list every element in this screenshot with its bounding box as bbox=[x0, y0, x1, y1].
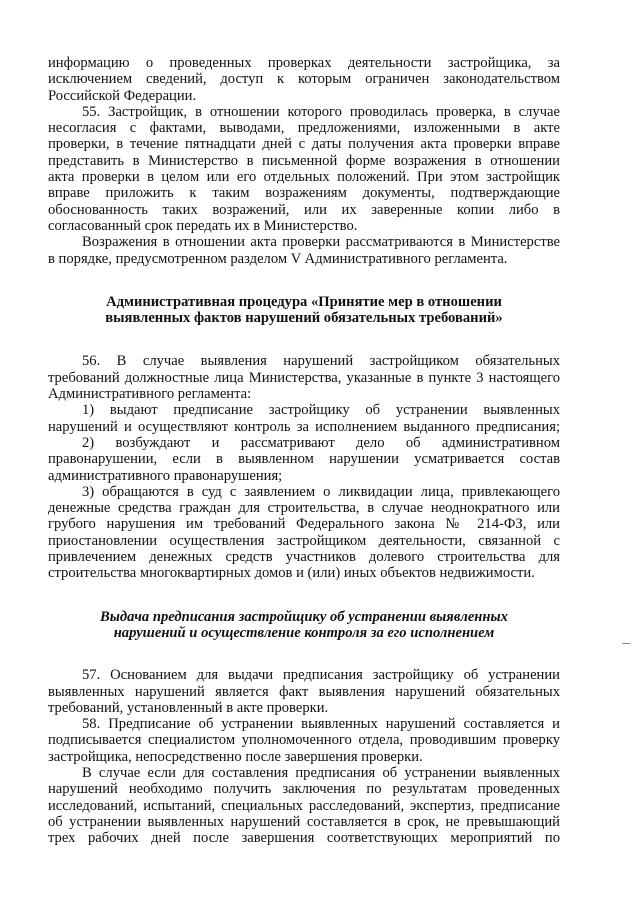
paragraph bbox=[48, 667, 560, 716]
text-line: 3) обращаются в суд с заявлением о ликвидации лица, привлекающего bbox=[82, 483, 560, 500]
text-line: Административного регламента: bbox=[48, 386, 252, 403]
text-line: застройщика, непосредственно после завершения проверки. bbox=[48, 748, 423, 765]
text-line: несогласия с фактами, выводами, предложениями, изложенными в акте bbox=[48, 120, 560, 137]
text-line: вправе приложить к таким возражениям документы, подтверждающие bbox=[48, 185, 560, 202]
paragraph bbox=[48, 104, 560, 234]
paragraph bbox=[48, 435, 560, 484]
heading-line: Административная процедура «Принятие мер в отношении bbox=[106, 293, 502, 310]
text-line: денежные средства граждан для строительства, в случае неоднократного или bbox=[48, 500, 560, 517]
paragraph bbox=[48, 402, 560, 435]
text-line: подписывается специалистом уполномоченного отдела, проводившим проверку bbox=[48, 732, 560, 749]
section-heading-measures bbox=[48, 294, 560, 327]
paragraph bbox=[48, 234, 560, 267]
section-top bbox=[48, 55, 560, 267]
paragraph bbox=[48, 716, 560, 765]
text-line: грубого нарушения им требований Федерального закона № 214-ФЗ, или bbox=[48, 516, 560, 533]
text-line: представить в Министерство в письменной форме возражения в отношении bbox=[48, 152, 560, 169]
heading-line: выявленных фактов нарушений обязательных требований» bbox=[105, 310, 503, 327]
paragraph bbox=[48, 484, 560, 582]
heading-line: нарушений и осуществление контроля за его исполнением bbox=[113, 624, 495, 641]
text-line: Российской Федерации. bbox=[48, 87, 197, 104]
scan-edge-mark bbox=[622, 643, 630, 644]
text-line: акта проверки в целом или его отдельных положений. При этом застройщик bbox=[48, 169, 560, 186]
section-order-body bbox=[48, 667, 560, 846]
paragraph bbox=[48, 765, 560, 846]
text-line: привлечением денежных средств участников долевого строительства для bbox=[48, 549, 560, 566]
section-heading-order bbox=[48, 609, 560, 642]
text-line: проверки, в течение пятнадцати дней с даты получения акта проверки вправе bbox=[48, 136, 560, 153]
text-line: 56. В случае выявления нарушений застройщиком обязательных bbox=[82, 353, 560, 370]
text-line: требований, установленный в акте проверки. bbox=[48, 699, 329, 716]
text-line: 1) выдают предписание застройщику об устранении выявленных bbox=[82, 402, 560, 419]
text-line: строительства многоквартирных домов и (или) иных объектов недвижимости. bbox=[48, 565, 535, 582]
text-line: нарушений необходимо получить заключения по результатам проведенных bbox=[48, 781, 560, 798]
text-line: обоснованность таких возражений, или их заверенные копии либо в bbox=[48, 201, 560, 218]
text-line: 57. Основанием для выдачи предписания застройщику об устранении bbox=[82, 667, 560, 684]
paragraph bbox=[48, 55, 560, 104]
text-line: 55. Застройщик, в отношении которого проводилась проверка, в случае bbox=[82, 103, 560, 120]
text-line: информацию о проведенных проверках деятельности застройщика, за bbox=[48, 55, 560, 71]
text-line: выявленных нарушений является факт выявления нарушений обязательных bbox=[48, 683, 560, 700]
text-line: исключением сведений, доступ к которым ограничен законодательством bbox=[48, 71, 560, 88]
text-line: приостановлении осуществления застройщиком деятельности, связанной с bbox=[48, 532, 560, 549]
heading-line: Выдача предписания застройщику об устранении выявленных bbox=[100, 608, 508, 625]
text-line: административного правонарушения; bbox=[48, 467, 283, 484]
text-line: трех рабочих дней после завершения соответствующих мероприятий по bbox=[48, 830, 560, 847]
section-measures-body bbox=[48, 353, 560, 581]
text-line: исследований, испытаний, специальных расследований, экспертиз, предписание bbox=[48, 797, 560, 814]
text-line: в порядке, предусмотренном разделом V Административного регламента. bbox=[48, 250, 508, 267]
paragraph bbox=[48, 353, 560, 402]
text-line: 58. Предписание об устранении выявленных нарушений составляется и bbox=[82, 716, 560, 733]
text-line: В случае если для составления предписания об устранении выявленных bbox=[82, 764, 560, 781]
text-line: об устранении выявленных нарушений составляется в срок, не превышающий bbox=[48, 813, 560, 830]
text-line: нарушений и осуществляют контроль за исполнением выданного предписания; bbox=[48, 418, 560, 435]
document-page bbox=[48, 55, 560, 846]
text-line: Возражения в отношении акта проверки рассматриваются в Министерстве bbox=[82, 234, 560, 251]
text-line: требований должностные лица Министерства, указанные в пункте 3 настоящего bbox=[48, 369, 560, 386]
text-line: 2) возбуждают и рассматривают дело об административном bbox=[82, 434, 560, 451]
text-line: согласованный срок передать их в Министерство. bbox=[48, 217, 358, 234]
text-line: правонарушении, если в выявленном нарушении усматривается состав bbox=[48, 451, 560, 468]
